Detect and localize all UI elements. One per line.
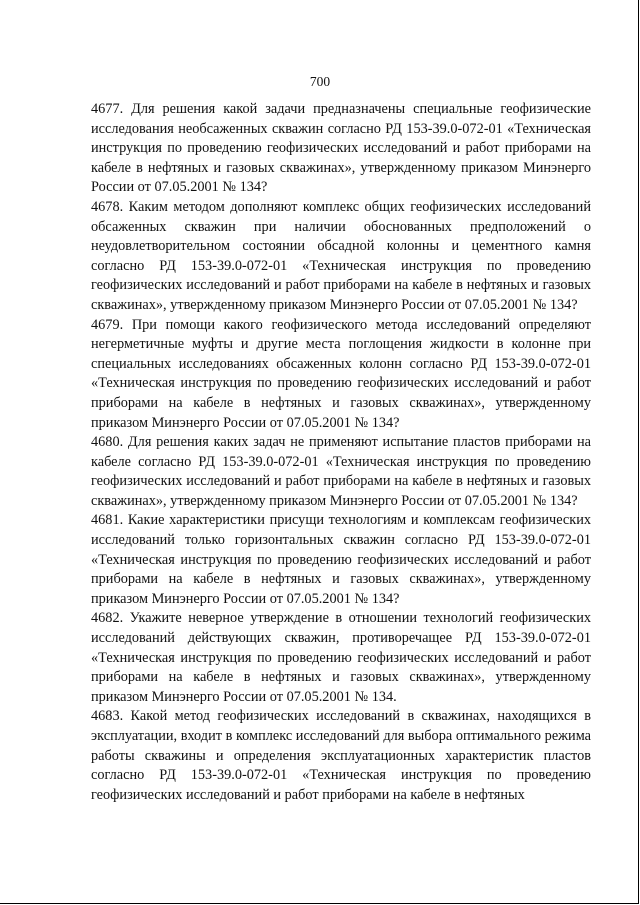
- question-4679: 4679. При помощи какого геофизического метода исследований определяют негерметичные муфты и другие места поглощения жидкости в колонне при специальных исследованиях обсаженных колонн согласно РД 153-39.0-072-01 «Техническая инструкция по проведению геофизических исследований и работ приборами на кабеле в нефтяных и газовых скважинах», утвержденному приказом Минэнерго России от 07.05.2001 № 134?: [91, 316, 591, 431]
- question-4677: 4677. Для решения какой задачи предназначены специальные геофизические исследования необсаженных скважин согласно РД 153-39.0-072-01 «Техническая инструкция по проведению геофизических исследований и работ приборами на кабеле в нефтяных и газовых скважинах», утвержденному приказом Минэнерго России от 07.05.2001 № 134?: [91, 101, 591, 196]
- question-4683: 4683. Какой метод геофизических исследований в скважинах, находящихся в эксплуатации, входит в комплекс исследований для выбора оптимального режима работы скважины и определения эксплуатационных характеристик пластов согласно РД 153-39.0-072-01 «Техническая инструкция по проведению геофизических исследований и работ приборами на кабеле в нефтяных: [91, 708, 591, 803]
- question-4680: 4680. Для решения каких задач не применяют испытание пластов приборами на кабеле согласно РД 153-39.0-072-01 «Техническая инструкция по проведению геофизических исследований и работ приборами на кабеле в нефтяных и газовых скважинах», утвержденному приказом Минэнерго России от 07.05.2001 № 134?: [91, 434, 591, 509]
- question-4678: 4678. Каким методом дополняют комплекс общих геофизических исследований обсаженных скважин при наличии обоснованных предположений о неудовлетворительном состоянии обсадной колонны и цементного камня согласно РД 153-39.0-072-01 «Техническая инструкция по проведению геофизических исследований и работ приборами на кабеле в нефтяных и газовых скважинах», утвержденному приказом Минэнерго России от 07.05.2001 № 134?: [91, 198, 591, 313]
- question-list: [91, 100, 591, 805]
- question-4681: 4681. Какие характеристики присущи технологиям и комплексам геофизических исследований только горизонтальных скважин согласно РД 153-39.0-072-01 «Техническая инструкция по проведению геофизических исследований и работ приборами на кабеле в нефтяных и газовых скважинах», утвержденному приказом Минэнерго России от 07.05.2001 № 134?: [91, 512, 591, 607]
- page-number: 700: [309, 74, 331, 89]
- question-4682: 4682. Укажите неверное утверждение в отношении технологий геофизических исследований действующих скважин, противоречащее РД 153-39.0-072-01 «Техническая инструкция по проведению геофизических исследований и работ приборами на кабеле в нефтяных и газовых скважинах», утвержденному приказом Минэнерго России от 07.05.2001 № 134.: [91, 610, 591, 705]
